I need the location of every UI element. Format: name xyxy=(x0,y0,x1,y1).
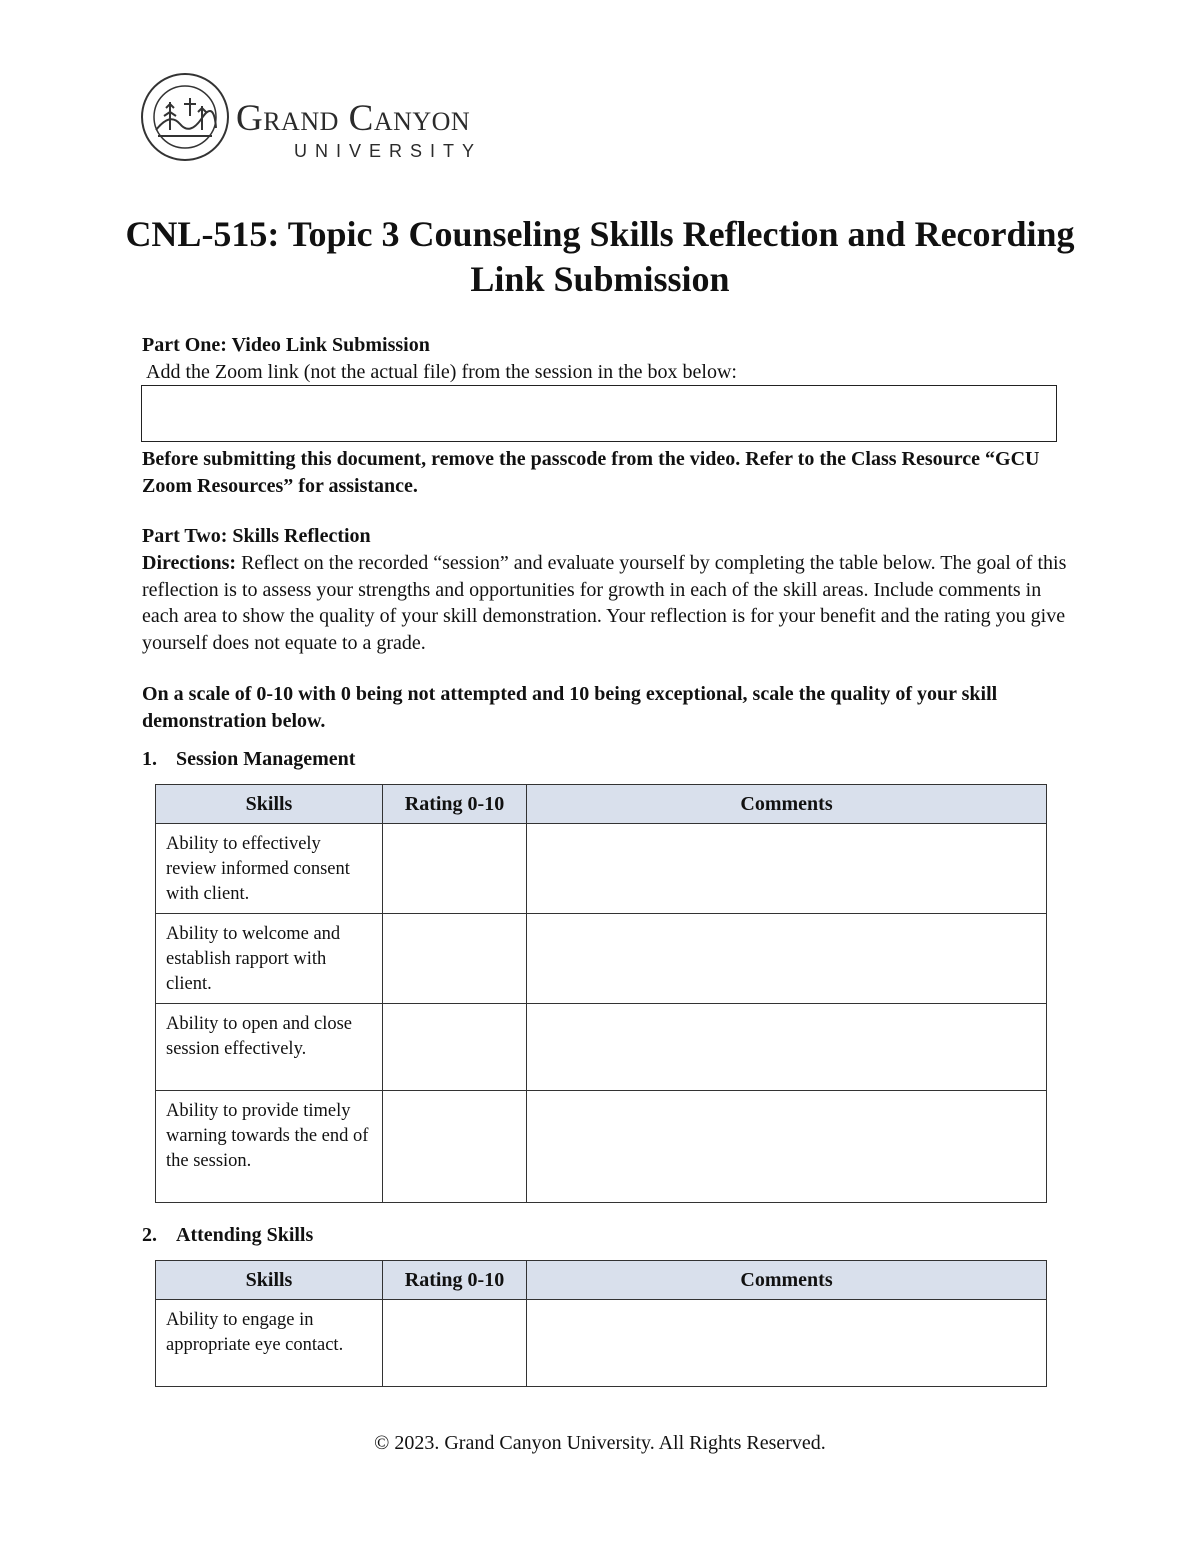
rating-cell[interactable] xyxy=(383,1300,527,1387)
comments-cell[interactable] xyxy=(527,1091,1047,1203)
copyright-footer: © 2023. Grand Canyon University. All Rights Reserved. xyxy=(374,1432,826,1454)
table-header-row xyxy=(156,1261,1047,1300)
comments-cell[interactable] xyxy=(527,1300,1047,1387)
header-comments: Comments xyxy=(527,785,1047,824)
table-row xyxy=(156,1300,1047,1387)
table-row xyxy=(156,914,1047,1004)
part-one-instruction: Add the Zoom link (not the actual file) from the session in the box below: xyxy=(146,361,737,383)
header-rating: Rating 0-10 xyxy=(383,1261,527,1300)
attending-skills-table xyxy=(155,1260,1047,1387)
part-two-heading: Part Two: Skills Reflection xyxy=(142,525,371,547)
comments-cell[interactable] xyxy=(527,824,1047,914)
section-number: 2. xyxy=(142,1224,157,1246)
university-seal-icon xyxy=(140,72,230,162)
header-rating: Rating 0-10 xyxy=(383,785,527,824)
header-comments: Comments xyxy=(527,1261,1047,1300)
skill-cell: Ability to provide timely warning towards the end of the session. xyxy=(156,1091,383,1203)
rating-cell[interactable] xyxy=(383,1091,527,1203)
table-row xyxy=(156,1004,1047,1091)
table-row xyxy=(156,1091,1047,1203)
directions-text: Reflect on the recorded “session” and evaluate yourself by completing the table below. The goal of this reflection is to assess your strengths and opportunities for growth in each of the skill areas. Include comments in each area to show the quality of your skill demonstration. Your reflection is for your benefit and the rating you give yourself does not equate to a grade. xyxy=(142,552,1067,654)
logo-subtitle: UNIVERSITY xyxy=(294,141,483,161)
section-title: Session Management xyxy=(176,748,356,770)
zoom-link-input-box[interactable] xyxy=(141,385,1057,442)
document-title: CNL-515: Topic 3 Counseling Skills Reflection and Recording Link Submission xyxy=(125,214,1075,299)
table-header-row xyxy=(156,785,1047,824)
session-management-table xyxy=(155,784,1047,1203)
skill-cell: Ability to engage in appropriate eye contact. xyxy=(156,1300,383,1387)
part-one-heading: Part One: Video Link Submission xyxy=(142,334,430,356)
rating-cell[interactable] xyxy=(383,824,527,914)
header-skills: Skills xyxy=(156,785,383,824)
section-title: Attending Skills xyxy=(176,1224,314,1246)
part-two-directions xyxy=(142,550,1072,656)
passcode-warning: Before submitting this document, remove the passcode from the video. Refer to the Class Resource “GCU Zoom Resources” for assistance. xyxy=(142,448,1040,497)
section-number: 1. xyxy=(142,748,157,770)
header-skills: Skills xyxy=(156,1261,383,1300)
rating-cell[interactable] xyxy=(383,914,527,1004)
directions-label: Directions: xyxy=(142,552,237,574)
comments-cell[interactable] xyxy=(527,914,1047,1004)
skill-cell: Ability to welcome and establish rapport with client. xyxy=(156,914,383,1004)
comments-cell[interactable] xyxy=(527,1004,1047,1091)
skill-cell: Ability to open and close session effectively. xyxy=(156,1004,383,1091)
section-heading-session-management xyxy=(142,746,355,772)
rating-cell[interactable] xyxy=(383,1004,527,1091)
logo-name: Grand Canyon xyxy=(236,98,471,139)
skill-cell: Ability to effectively review informed consent with client. xyxy=(156,824,383,914)
table-row xyxy=(156,824,1047,914)
rating-scale-note: On a scale of 0-10 with 0 being not attempted and 10 being exceptional, scale the quality of your skill demonstration below. xyxy=(142,683,998,732)
university-logo xyxy=(140,72,560,164)
section-heading-attending-skills xyxy=(142,1222,313,1248)
